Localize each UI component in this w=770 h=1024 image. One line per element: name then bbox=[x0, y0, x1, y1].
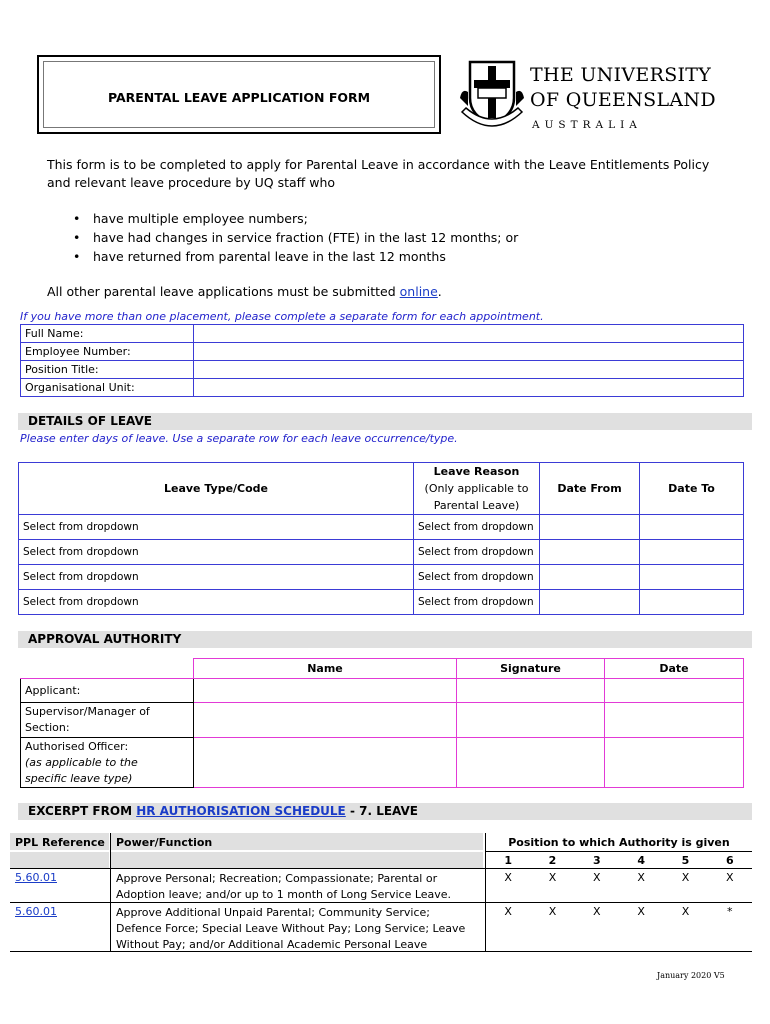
leave-reason-dropdown-1[interactable]: Select from dropdown bbox=[414, 515, 540, 540]
ppl-ref-link-2[interactable]: 5.60.01 bbox=[15, 905, 57, 918]
excerpt-heading-prefix: EXCERPT FROM bbox=[28, 804, 137, 818]
mark-2-2: X bbox=[548, 905, 557, 918]
form-title: PARENTAL LEAVE APPLICATION FORM bbox=[107, 90, 371, 105]
col-leave-reason-sub2: Parental Leave) bbox=[433, 499, 520, 512]
excerpt-heading bbox=[18, 803, 752, 820]
mark-1-2: X bbox=[548, 871, 557, 884]
bullet-text-1: have multiple employee numbers; bbox=[93, 211, 308, 226]
col-leave-reason bbox=[414, 463, 540, 515]
leave-details-table bbox=[18, 462, 744, 615]
table-row bbox=[19, 590, 744, 615]
mark-1-5: X bbox=[681, 871, 690, 884]
date-to-field-4[interactable] bbox=[640, 590, 744, 615]
supervisor-label-line1: Supervisor/Manager of bbox=[25, 705, 150, 718]
leave-type-dropdown-1[interactable]: Select from dropdown bbox=[19, 515, 414, 540]
position-3: 3 bbox=[592, 854, 601, 867]
employee-number-field[interactable] bbox=[194, 343, 744, 361]
date-to-field-3[interactable] bbox=[640, 565, 744, 590]
mark-1-4: X bbox=[637, 871, 645, 884]
col-ppl-reference: PPL Reference bbox=[15, 836, 105, 849]
mark-1-3: X bbox=[593, 871, 601, 884]
bullet-text-3: have returned from parental leave in the last 12 months bbox=[93, 249, 446, 264]
position-4: 4 bbox=[637, 854, 645, 867]
excerpt-heading-suffix: - 7. LEAVE bbox=[345, 804, 418, 818]
online-link[interactable]: online bbox=[399, 284, 438, 299]
date-from-field-1[interactable] bbox=[540, 515, 640, 540]
officer-name-field[interactable] bbox=[194, 738, 457, 788]
col-name: Name bbox=[194, 659, 457, 679]
officer-date-field[interactable] bbox=[605, 738, 744, 788]
position-divider bbox=[486, 851, 752, 852]
supervisor-date-field[interactable] bbox=[605, 703, 744, 738]
officer-label-line1: Authorised Officer: bbox=[25, 739, 129, 753]
placement-note: If you have more than one placement, please complete a separate form for each appointment. bbox=[20, 310, 544, 323]
bullet-item-2: • bbox=[73, 230, 81, 245]
applicant-date-field[interactable] bbox=[605, 679, 744, 703]
leave-type-dropdown-4[interactable]: Select from dropdown bbox=[19, 590, 414, 615]
power-header-bg2 bbox=[111, 852, 483, 868]
date-from-field-2[interactable] bbox=[540, 540, 640, 565]
bullet-item-1: • bbox=[73, 211, 81, 226]
supervisor-signature-field[interactable] bbox=[457, 703, 605, 738]
officer-label bbox=[21, 738, 194, 788]
col-signature: Signature bbox=[457, 659, 605, 679]
date-from-field-3[interactable] bbox=[540, 565, 640, 590]
officer-label-line3: specific leave type) bbox=[25, 771, 133, 785]
power-function-2-line1: Approve Additional Unpaid Parental; Community Service; bbox=[116, 906, 431, 919]
position-numbers bbox=[486, 854, 752, 867]
col-date: Date bbox=[605, 659, 744, 679]
approval-blank-header bbox=[21, 659, 194, 679]
date-to-field-1[interactable] bbox=[640, 515, 744, 540]
excerpt-col-divider-1 bbox=[110, 833, 111, 951]
applicant-name-field[interactable] bbox=[194, 679, 457, 703]
officer-label-line2: (as applicable to the bbox=[25, 755, 138, 769]
full-name-label: Full Name: bbox=[21, 325, 194, 343]
leave-type-dropdown-2[interactable]: Select from dropdown bbox=[19, 540, 414, 565]
mark-2-4: X bbox=[637, 905, 645, 918]
date-from-field-4[interactable] bbox=[540, 590, 640, 615]
col-date-from: Date From bbox=[540, 463, 640, 515]
version-footer: January 2020 V5 bbox=[657, 971, 725, 980]
full-name-field[interactable] bbox=[194, 325, 744, 343]
university-name-line1: THE UNIVERSITY bbox=[530, 64, 712, 86]
hr-schedule-link[interactable]: HR AUTHORISATION SCHEDULE bbox=[136, 804, 346, 818]
ppl-ref-link-1[interactable]: 5.60.01 bbox=[15, 871, 57, 884]
mark-2-1: X bbox=[504, 905, 512, 918]
intro-line1: This form is to be completed to apply for Parental Leave in accordance with the Leave Entitlements Policy bbox=[47, 157, 710, 172]
mark-1-6: X bbox=[726, 871, 734, 884]
organisational-unit-label: Organisational Unit: bbox=[21, 379, 194, 397]
mark-2-3: X bbox=[593, 905, 601, 918]
leave-reason-dropdown-2[interactable]: Select from dropdown bbox=[414, 540, 540, 565]
leave-type-dropdown-3[interactable]: Select from dropdown bbox=[19, 565, 414, 590]
intro-line2: and relevant leave procedure by UQ staff who bbox=[47, 175, 336, 190]
position-6: 6 bbox=[725, 854, 734, 867]
power-function-2 bbox=[116, 905, 465, 953]
position-5: 5 bbox=[681, 854, 690, 867]
col-leave-reason-title: Leave Reason bbox=[433, 465, 520, 478]
date-to-field-2[interactable] bbox=[640, 540, 744, 565]
excerpt-row-divider-top bbox=[10, 868, 752, 869]
mark-1-1: X bbox=[504, 871, 512, 884]
uq-crest-icon bbox=[458, 58, 526, 134]
applicant-label: Applicant: bbox=[21, 679, 194, 703]
table-row bbox=[19, 540, 744, 565]
other-applications-text bbox=[47, 283, 442, 301]
university-name-line2: OF QUEENSLAND bbox=[530, 89, 716, 111]
position-title-field[interactable] bbox=[194, 361, 744, 379]
supervisor-label bbox=[21, 703, 194, 738]
col-leave-type: Leave Type/Code bbox=[19, 463, 414, 515]
supervisor-name-field[interactable] bbox=[194, 703, 457, 738]
power-function-2-line3: Without Pay; and/or Additional Academic Personal Leave bbox=[116, 938, 428, 951]
officer-signature-field[interactable] bbox=[457, 738, 605, 788]
details-heading: DETAILS OF LEAVE bbox=[18, 413, 752, 430]
ref-header-bg2 bbox=[10, 852, 109, 868]
bullet-text-2: have had changes in service fraction (FTE) in the last 12 months; or bbox=[93, 230, 519, 245]
details-note: Please enter days of leave. Use a separate row for each leave occurrence/type. bbox=[20, 432, 458, 445]
position-2: 2 bbox=[548, 854, 557, 867]
col-power-function: Power/Function bbox=[116, 836, 213, 849]
power-function-2-line2: Defence Force; Special Leave Without Pay; Long Service; Leave bbox=[116, 922, 466, 935]
position-title-label: Position Title: bbox=[21, 361, 194, 379]
mark-2-6: * bbox=[727, 905, 733, 918]
leave-reason-dropdown-4[interactable]: Select from dropdown bbox=[414, 590, 540, 615]
col-position-authority: Position to which Authority is given bbox=[508, 836, 730, 849]
table-row bbox=[19, 565, 744, 590]
authority-marks-2 bbox=[486, 905, 752, 918]
approval-heading: APPROVAL AUTHORITY bbox=[18, 631, 752, 648]
applicant-signature-field[interactable] bbox=[457, 679, 605, 703]
power-function-1 bbox=[116, 871, 451, 903]
excerpt-col-divider-2 bbox=[485, 833, 486, 951]
university-name-line3: AUSTRALIA bbox=[532, 119, 642, 131]
employee-number-label: Employee Number: bbox=[21, 343, 194, 361]
power-function-1-line2: Adoption leave; and/or up to 1 month of Long Service Leave. bbox=[116, 888, 452, 901]
col-date-to: Date To bbox=[640, 463, 744, 515]
position-1: 1 bbox=[504, 854, 512, 867]
mark-2-5: X bbox=[681, 905, 690, 918]
other-suffix: . bbox=[437, 284, 442, 299]
organisational-unit-field[interactable] bbox=[194, 379, 744, 397]
form-title-box bbox=[37, 55, 441, 134]
other-prefix: All other parental leave applications must be submitted bbox=[47, 284, 400, 299]
col-leave-reason-sub1: (Only applicable to bbox=[424, 482, 529, 495]
supervisor-label-line2: Section: bbox=[25, 721, 70, 734]
power-function-1-line1: Approve Personal; Recreation; Compassionate; Parental or bbox=[116, 872, 438, 885]
bullet-item-3: • bbox=[73, 249, 81, 264]
table-row bbox=[19, 515, 744, 540]
personal-details-table bbox=[20, 324, 744, 397]
authority-marks-1 bbox=[486, 871, 752, 884]
leave-reason-dropdown-3[interactable]: Select from dropdown bbox=[414, 565, 540, 590]
approval-table bbox=[20, 658, 744, 788]
